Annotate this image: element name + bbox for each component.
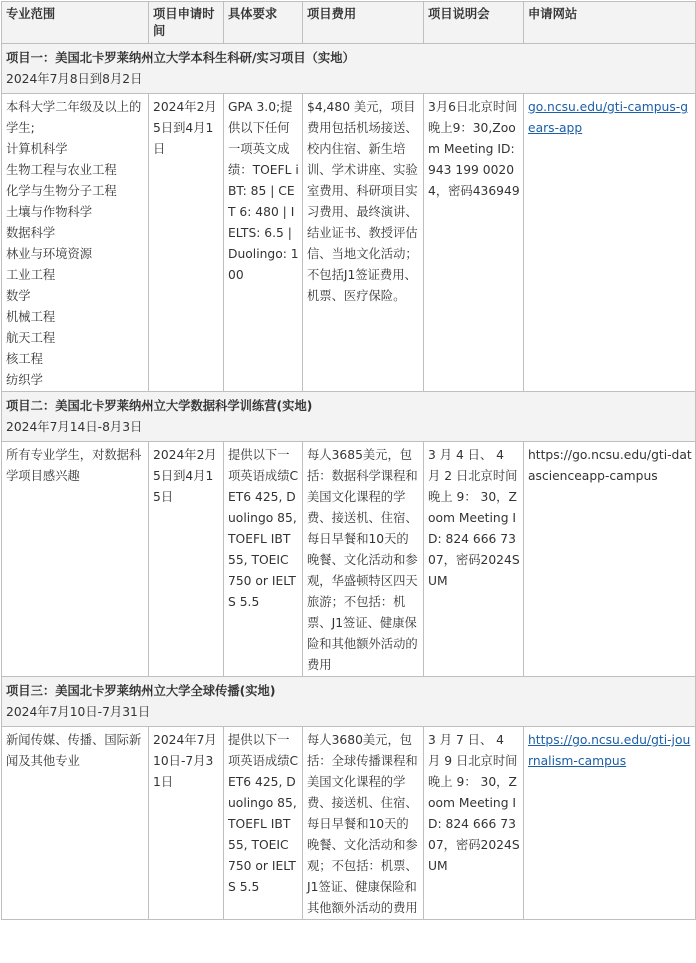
major-item: 数据科学 bbox=[6, 226, 56, 240]
project-1-requirements: GPA 3.0;提供以下任何一项英文成绩：TOEFL iBT: 85 | CET 6: 480 | IELTS: 6.5 | Duolingo: 100 bbox=[224, 94, 303, 392]
project-3-section-row bbox=[2, 677, 696, 727]
major-item: 生物工程与农业工程 bbox=[6, 163, 117, 177]
project-2-website-text: https://go.ncsu.edu/gti-datascienceapp-campus bbox=[528, 448, 692, 483]
programs-table bbox=[1, 1, 696, 920]
project-1-apply-time: 2024年2月5日到4月1日 bbox=[149, 94, 224, 392]
header-fee: 项目费用 bbox=[303, 2, 424, 44]
major-item: 纺织学 bbox=[6, 373, 43, 387]
project-1-row bbox=[2, 94, 696, 392]
project-1-title: 项目一：美国北卡罗莱纳州立大学本科生科研/实习项目（实地） bbox=[6, 51, 355, 65]
project-1-website-cell bbox=[524, 94, 696, 392]
project-3-apply-time: 2024年7月10日-7月31日 bbox=[149, 727, 224, 920]
project-1-dates: 2024年7月8日到8月2日 bbox=[6, 72, 143, 86]
project-3-title: 项目三：美国北卡罗莱纳州立大学全球传播(实地) bbox=[6, 684, 276, 698]
major-item: 核工程 bbox=[6, 352, 43, 366]
major-item: 新闻传媒、传播、国际新闻及其他专业 bbox=[6, 733, 142, 768]
major-item: 土壤与作物科学 bbox=[6, 205, 93, 219]
header-major-range: 专业范围 bbox=[2, 2, 149, 44]
project-3-fee: 每人3680美元，包括：全球传播课程和美国文化课程的学费、接送机、住宿、每日早餐和10天的晚餐、文化活动和参观；不包括：机票、J1签证、健康保险和其他额外活动的费用 bbox=[303, 727, 424, 920]
major-item: 林业与环境资源 bbox=[6, 247, 93, 261]
header-apply-time: 项目申请时间 bbox=[149, 2, 224, 44]
project-2-title: 项目二：美国北卡罗莱纳州立大学数据科学训练营(实地) bbox=[6, 399, 313, 413]
major-item: 本科大学二年级及以上的学生; bbox=[6, 100, 142, 135]
project-3-section bbox=[2, 677, 696, 727]
project-3-website-cell bbox=[524, 727, 696, 920]
project-2-info-session: 3 月 4 日、 4 月 2 日北京时间晚上 9： 30，Zoom Meeting ID: 824 666 7307，密码2024SUM bbox=[424, 442, 524, 677]
project-1-info-session: 3月6日北京时间晚上9：30,Zoom Meeting ID: 943 199 00204，密码436949 bbox=[424, 94, 524, 392]
project-1-section-row bbox=[2, 44, 696, 94]
project-2-requirements: 提供以下一项英语成绩CET6 425, Duolingo 85,TOEFL IBT 55, TOEIC 750 or IELTS 5.5 bbox=[224, 442, 303, 677]
project-1-fee: $4,480 美元，项目费用包括机场接送、校内住宿、新生培训、学术讲座、实验室费用、科研项目实习费用、最终演讲、结业证书、教授评估信、当地文化活动；不包括J1签证费用、机票、医疗保险。 bbox=[303, 94, 424, 392]
project-2-website-cell bbox=[524, 442, 696, 677]
project-2-fee: 每人3685美元，包括：数据科学课程和美国文化课程的学费、接送机、住宿、每日早餐和10天的晚餐、文化活动和参观，华盛顿特区四天旅游；不包括：机票、J1签证、健康保险和其他额外活动的费用 bbox=[303, 442, 424, 677]
major-item: 机械工程 bbox=[6, 310, 56, 324]
project-3-requirements: 提供以下一项英语成绩CET6 425, Duolingo 85,TOEFL IBT 55, TOEIC 750 or IELTS 5.5 bbox=[224, 727, 303, 920]
table-header-row bbox=[2, 2, 696, 44]
project-2-apply-time: 2024年2月5日到4月15日 bbox=[149, 442, 224, 677]
project-1-website-link[interactable]: go.ncsu.edu/gti-campus-gears-app bbox=[528, 100, 688, 135]
major-item: 航天工程 bbox=[6, 331, 56, 345]
project-3-dates: 2024年7月10日-7月31日 bbox=[6, 705, 151, 719]
project-1-majors bbox=[2, 94, 149, 392]
major-item: 数学 bbox=[6, 289, 31, 303]
project-3-majors bbox=[2, 727, 149, 920]
project-2-section-row bbox=[2, 392, 696, 442]
project-2-section bbox=[2, 392, 696, 442]
project-3-website-link[interactable]: https://go.ncsu.edu/gti-journalism-campus bbox=[528, 733, 691, 768]
project-3-row bbox=[2, 727, 696, 920]
major-item: 计算机科学 bbox=[6, 142, 68, 156]
project-2-row bbox=[2, 442, 696, 677]
major-item: 所有专业学生，对数据科学项目感兴趣 bbox=[6, 448, 142, 483]
project-2-majors bbox=[2, 442, 149, 677]
header-requirements: 具体要求 bbox=[224, 2, 303, 44]
major-item: 工业工程 bbox=[6, 268, 56, 282]
project-2-dates: 2024年7月14日-8月3日 bbox=[6, 420, 143, 434]
header-website: 申请网站 bbox=[524, 2, 696, 44]
header-info-session: 项目说明会 bbox=[424, 2, 524, 44]
major-item: 化学与生物分子工程 bbox=[6, 184, 117, 198]
project-1-section bbox=[2, 44, 696, 94]
project-3-info-session: 3 月 7 日、 4 月 9 日北京时间晚上 9： 30，Zoom Meeting ID: 824 666 7307，密码2024SUM bbox=[424, 727, 524, 920]
